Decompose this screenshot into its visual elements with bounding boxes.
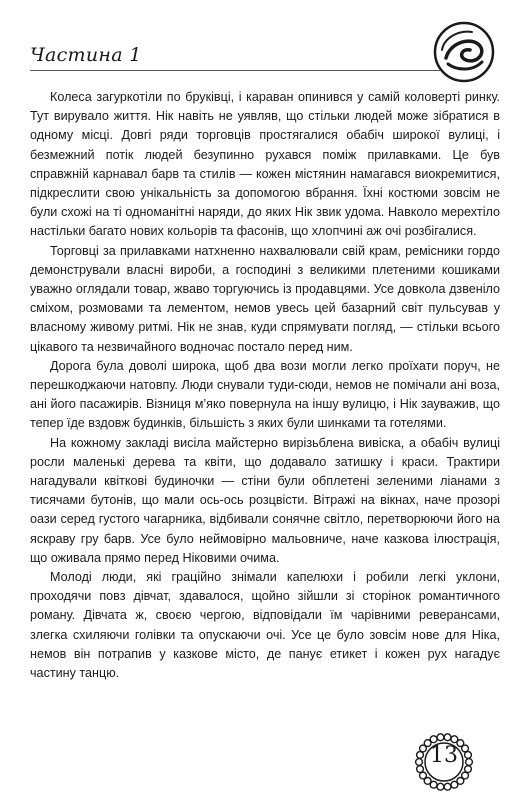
ornament-bead bbox=[437, 783, 444, 790]
ornament-bead bbox=[420, 772, 427, 779]
ornament-bead bbox=[444, 783, 451, 790]
paragraph: Дорога була доволі широка, щоб два вози могли легко проїхати поруч, не перешкоджаючи натовпу. Люди снували туди-сюди, немов не помічали ані воза, ані його пасажирів. Візниця м’яко повернула на іншу вулицю, і Нік зауважив, що тепер їде вздовж будинків, більшість з яких були шинками та готелями. bbox=[30, 358, 500, 431]
chapter-title: Частина 1 bbox=[30, 44, 142, 66]
body-text bbox=[30, 88, 500, 683]
header-divider bbox=[30, 70, 440, 71]
swirl-emblem-icon bbox=[432, 20, 496, 84]
ornament-bead bbox=[437, 734, 444, 741]
ornament-bead bbox=[451, 781, 458, 788]
ornament-bead bbox=[430, 736, 437, 743]
page-number: 13 bbox=[430, 743, 458, 768]
ornament-bead bbox=[444, 734, 451, 741]
paragraph: Колеса загуркотіли по бруківці, і караван опинився у самій коловерті ринку. Тут вирувало життя. Нік навіть не уявляв, що стільки людей може зібратися в одному місці. Довгі ряди торговців простягалися обабіч широкої вулиці, і безмежний потік людей безупинно рухався поміж прилавками. Це був справжній карнавал барв та стилів — кожен містянин намагався виокремитися, підкреслити свою унікальність за допомогою вбрання. Їхні костюми зовсім не були схожі на ті одноманітні наряди, до яких Нік звик удома. Навколо мерехтіло настільки багато нових кольорів та фасонів, що хлопчині аж очі розбігалися. bbox=[30, 90, 500, 239]
paragraph: На кожному закладі висіла майстерно вирізьблена вивіска, а обабіч вулиці росли маленькі дерева та квіти, що додавало затишку і краси. Трактири нагадували квіткові будиночки — стіни були обплетені зеленими ліанами з тисячами бутонів, що мали ось-ось розцвісти. Вітражі на вікнах, наче прозорі оази серед густого чагарника, відбивали сонячне світло, перетворюючи його на яскраву гру барв. Усе було неймовірно мальовниче, наче казкова ілюстрація, що оживала прямо перед Ніковими очима. bbox=[30, 435, 500, 565]
paragraph: Торговці за прилавками натхненно нахвалювали свій крам, ремісники гордо демонстрували власні вироби, а господині з великими плетеними кошиками уважно оглядали товар, жваво торгуючись із продавцями. Усе довкола дзвеніло сміхом, розмовами та лементом, немов увесь цей базарний світ пульсував у власному живому ритмі. Нік не знав, куди спрямувати погляд, — стільки всього цікавого та незвичайного водночас постало перед ним. bbox=[30, 243, 500, 354]
paragraph: Молоді люди, які граційно знімали капелюхи і робили легкі уклони, проходячи повз дівчат, здавалося, щойно зійшли зі сторінок романтичного роману. Дівчата ж, своєю чергою, відповідали їм чарівними реверансами, злегка схиляючи голівки та опускаючи очі. Усе це було зовсім нове для Ніка, немов він потрапив у казкове місто, де панує етикет і кожен рух нагадує частину танцю. bbox=[30, 570, 500, 681]
